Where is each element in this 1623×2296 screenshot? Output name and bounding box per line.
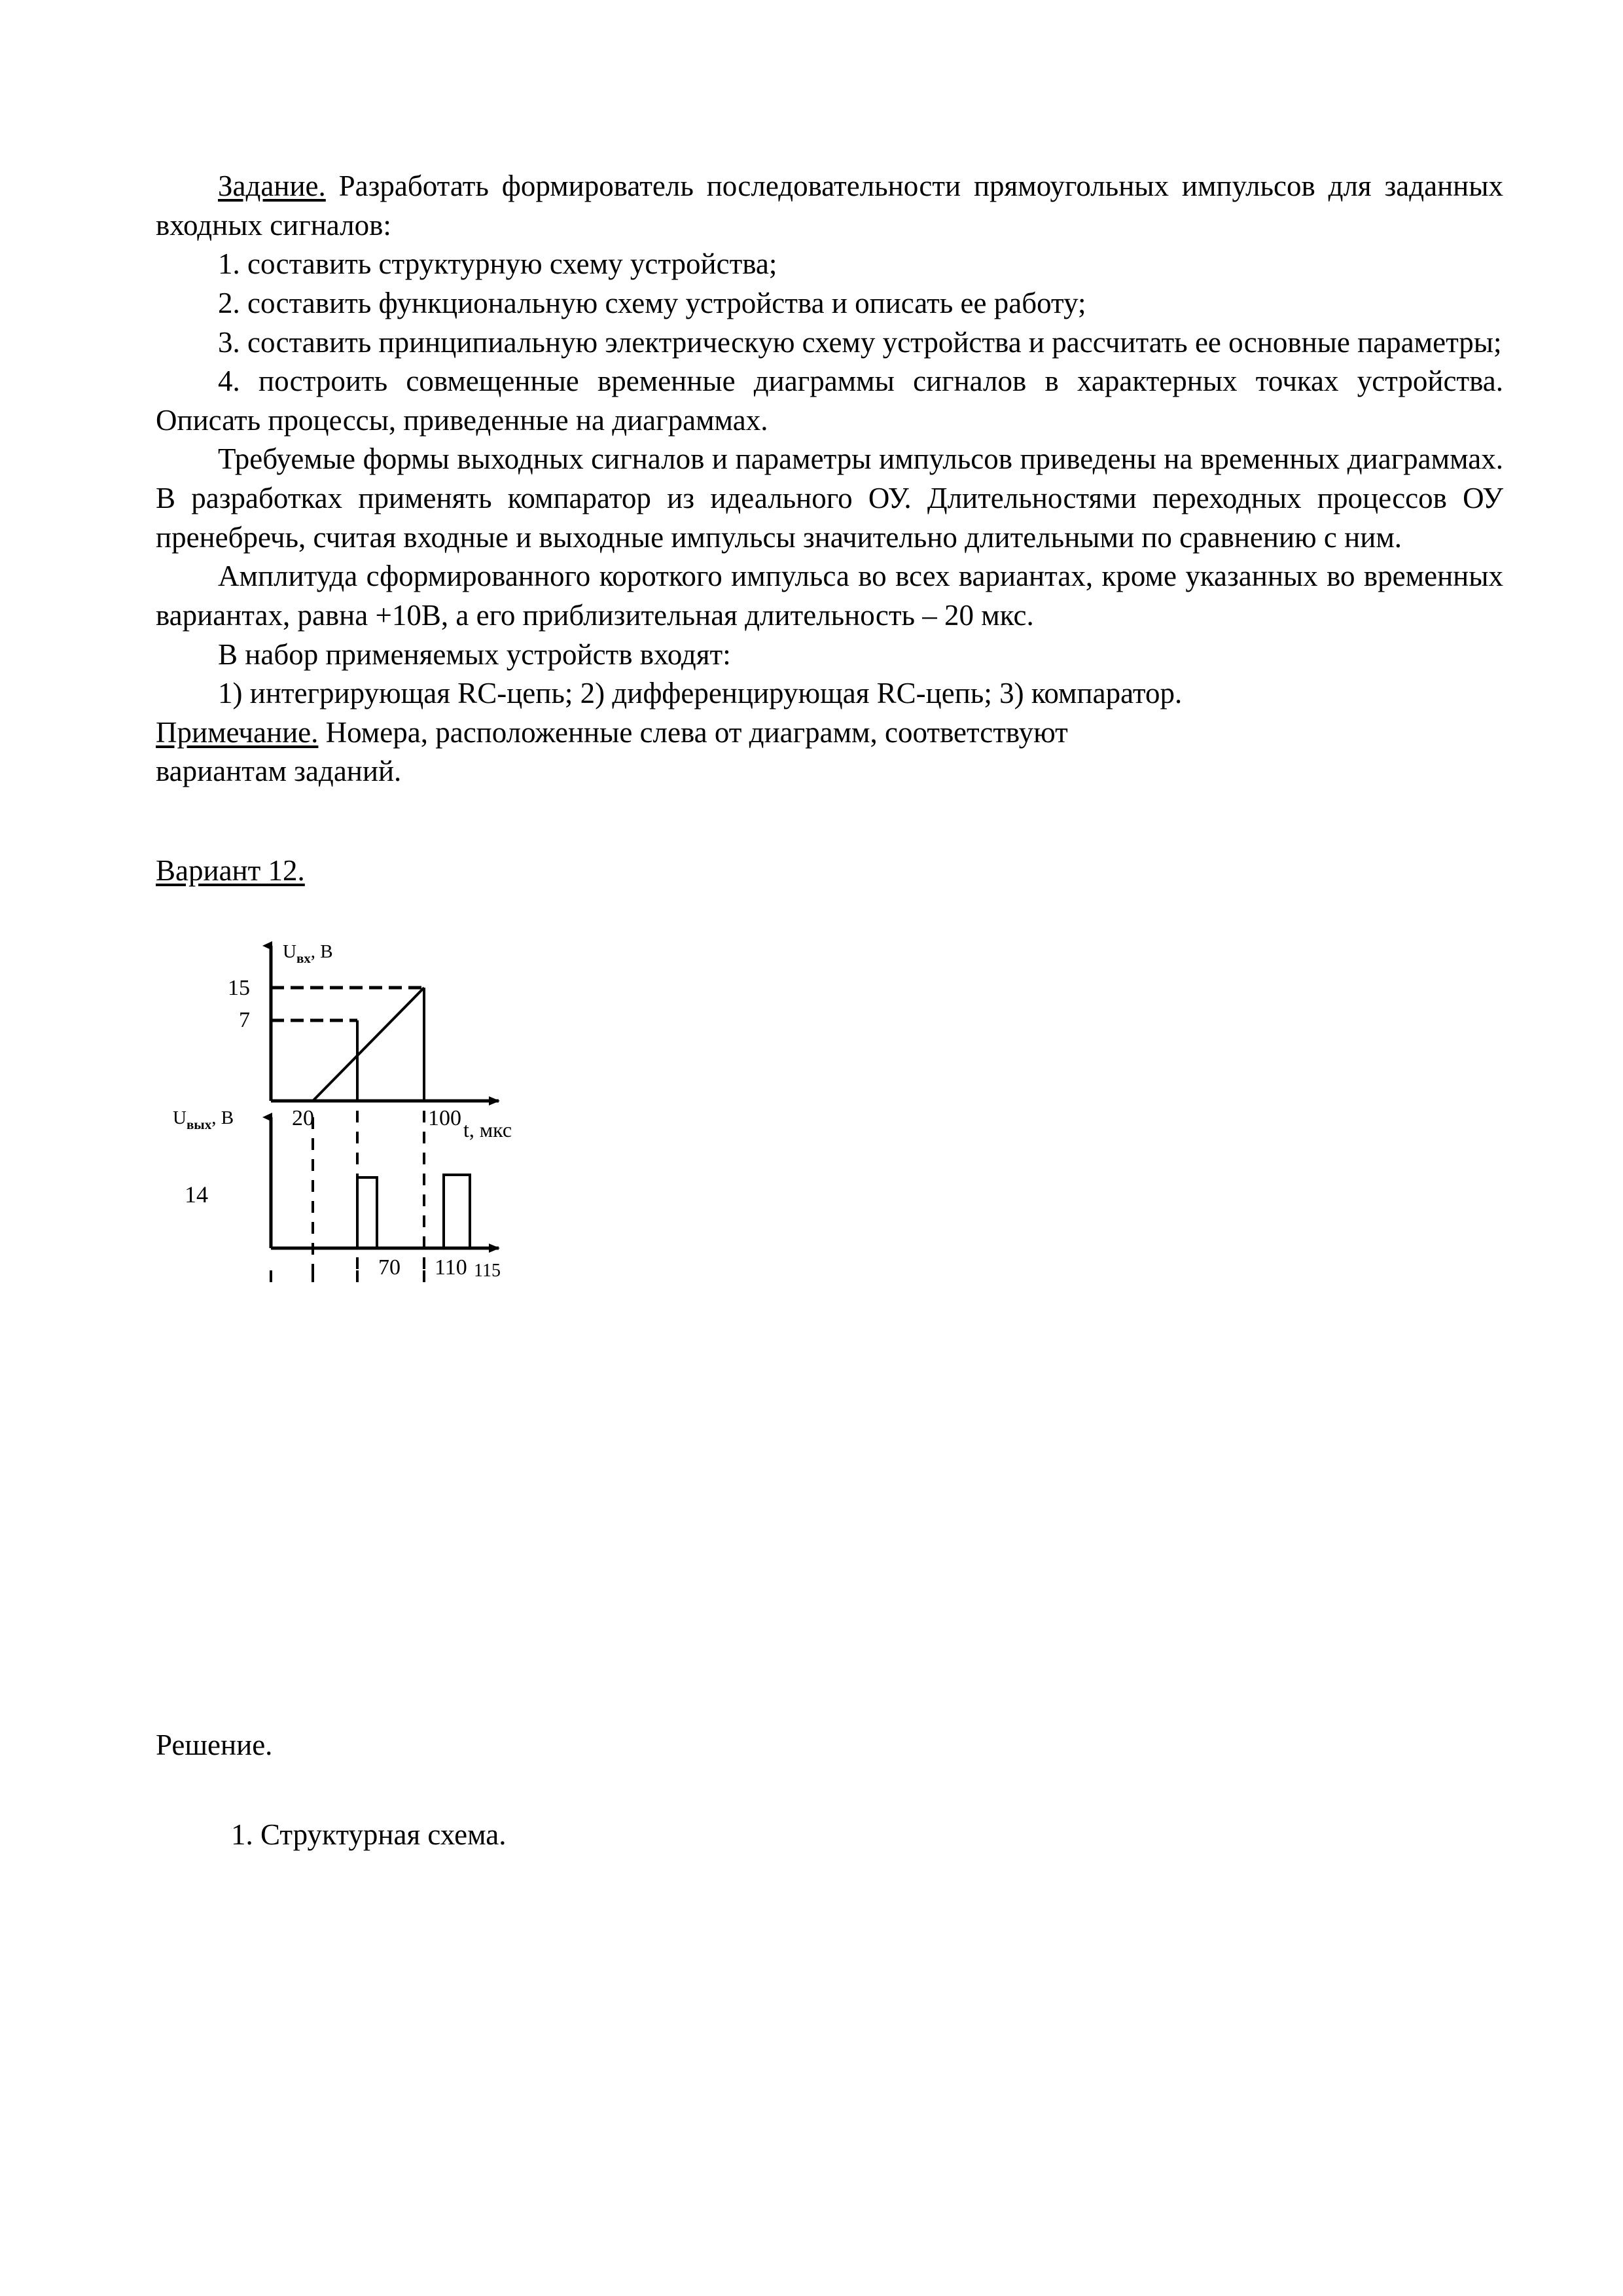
note-paragraph <box>156 713 1503 753</box>
input-ramp-line <box>313 988 424 1101</box>
document-body <box>156 167 1503 921</box>
solution-item-1: 1. Структурная схема. <box>231 1818 507 1852</box>
solution-heading: Решение. <box>156 1728 273 1761</box>
output-y-axis-label <box>173 1107 234 1132</box>
panel-output-signal <box>173 1107 501 1282</box>
task-item-3: 3. составить принципиальную электрическую схему устройства и рассчитать ее основные параметры; <box>218 325 1502 359</box>
paragraph-devices-list: 1) интегрирующая RC-цепь; 2) дифференцирующая RC-цепь; 3) компаратор. <box>218 677 1183 710</box>
input-xtick-label-100: 100 <box>428 1105 461 1130</box>
output-y-axis-label-unit: , В <box>211 1107 234 1128</box>
spacer-after-solution-heading <box>156 1765 1503 1816</box>
variant-title: Вариант 12. <box>156 854 305 887</box>
output-xtick-label-70: 70 <box>378 1255 401 1280</box>
task-item-4: 4. построить совмещенные временные диаграммы сигналов в характерных точках устройства. Описать процессы, приведенные на диаграммах. <box>156 365 1503 437</box>
solution-section <box>156 1726 1503 1855</box>
input-xtick-label-20: 20 <box>292 1105 314 1130</box>
task-item-1: 1. составить структурную схему устройства; <box>218 247 777 281</box>
note-text: Номера, расположенные слева от диаграмм, соответствуют <box>318 715 1068 749</box>
spacer-before-diagram <box>156 891 1503 921</box>
note-heading: Примечание. <box>156 715 319 749</box>
task-heading: Задание. <box>218 170 326 202</box>
note-paragraph-line2: вариантам заданий. <box>156 755 402 788</box>
task-item-2: 2. составить функциональную схему устройства и описать ее работу; <box>218 286 1086 319</box>
variant-number-label: 14 <box>185 1181 208 1208</box>
spacer-before-variant <box>156 791 1503 852</box>
input-y-axis-label-u: U <box>283 941 296 962</box>
output-pulse-2 <box>444 1175 470 1248</box>
timing-diagram <box>161 921 815 1307</box>
input-y-axis-label-unit: , В <box>310 941 333 962</box>
task-intro-text: Разработать формирователь последовательности прямоугольных импульсов для заданных входных сигналов: <box>156 170 1503 242</box>
paragraph-devices-intro: В набор применяемых устройств входят: <box>218 637 731 671</box>
output-y-axis-label-u: U <box>173 1107 187 1128</box>
output-pulse-1 <box>357 1177 377 1248</box>
paragraph-required-forms: Требуемые формы выходных сигналов и параметры импульсов приведены на временных диаграммах. В разработках применять компаратор из идеального ОУ. Длительностями переходных процессов ОУ пренебречь, считая входные и выходные импульсы значительно длительными по сравнению с ним. <box>156 442 1503 554</box>
output-xtick-label-110: 110 <box>435 1255 467 1280</box>
input-y-axis-label-sub: вх <box>296 950 311 966</box>
output-xtick-label-115: 115 <box>474 1260 501 1281</box>
timing-diagram-svg <box>161 921 815 1307</box>
time-axis-label: t, мкс <box>463 1117 512 1141</box>
input-ytick-label-15: 15 <box>228 975 250 1000</box>
panel-input-signal <box>228 941 512 1141</box>
input-y-axis-label <box>283 941 333 966</box>
output-y-axis-label-sub: вых <box>186 1116 212 1132</box>
paragraph-amplitude: Амплитуда сформированного короткого импульса во всех вариантах, кроме указанных во временных вариантах, равна +10В, а его приблизительная длительность – 20 мкс. <box>156 560 1503 632</box>
task-intro-paragraph <box>156 167 1503 245</box>
input-ytick-label-7: 7 <box>239 1007 250 1032</box>
